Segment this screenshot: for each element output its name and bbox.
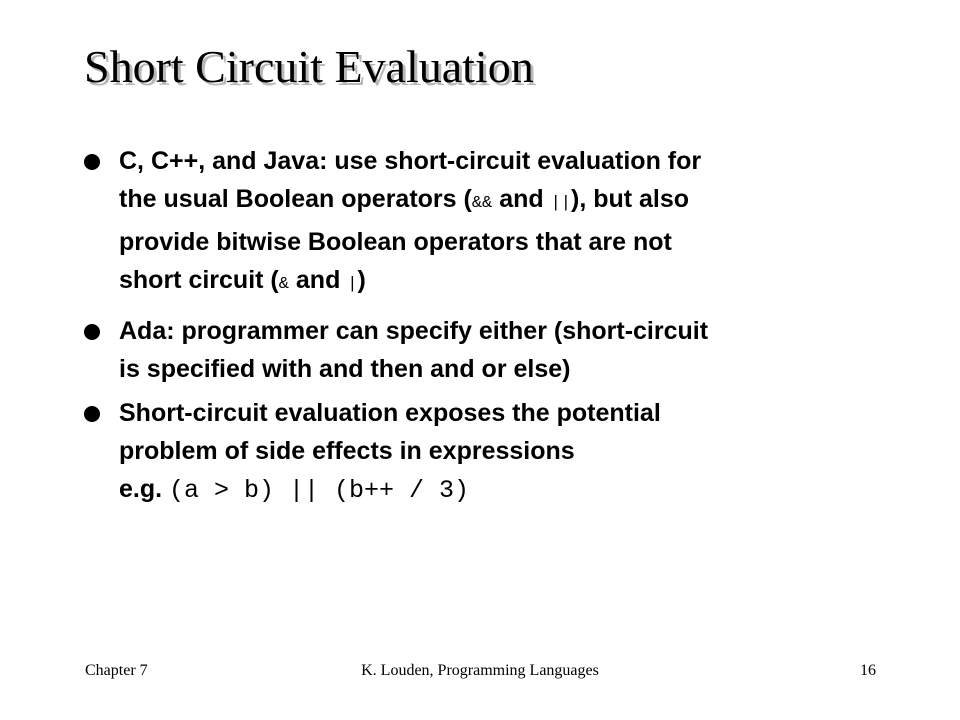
bullet-text: is specified with and then and or else) <box>119 355 571 383</box>
bullet-text: e.g. <box>119 475 170 503</box>
bullet-text: Short-circuit evaluation exposes the potential <box>119 399 661 427</box>
bullet-dot-icon <box>84 154 100 170</box>
bullet-text: ), but also <box>571 185 690 213</box>
footer-page-number: 16 <box>860 662 876 679</box>
bullet-text: short circuit ( <box>119 266 279 294</box>
slide-title: Short Circuit Evaluation <box>84 41 534 92</box>
footer-chapter: Chapter 7 <box>85 662 148 679</box>
bullet-item-short-circuit-languages <box>84 142 904 304</box>
bullet-text: ) <box>357 266 366 294</box>
bullet-item-ada <box>84 312 904 388</box>
bullet-dot-icon <box>84 324 100 340</box>
bullet-text: problem of side effects in expressions <box>119 437 575 465</box>
bullet-text: C, C++, and Java: use short-circuit evaluation for <box>119 147 702 175</box>
code-snippet: | <box>347 275 358 294</box>
bullet-item-side-effects <box>84 394 904 510</box>
code-example: (a > b) || (b++ / 3) <box>169 476 470 505</box>
bullet-text: and <box>288 266 348 294</box>
code-snippet: && <box>471 194 493 213</box>
bullet-text: and <box>492 185 551 213</box>
bullet-text: provide bitwise Boolean operators that are not <box>119 228 672 256</box>
code-snippet: || <box>550 194 571 213</box>
footer-course: K. Louden, Programming Languages <box>361 662 599 679</box>
bullet-list <box>84 142 904 510</box>
code-snippet: & <box>278 275 289 294</box>
bullet-dot-icon <box>84 406 100 422</box>
bullet-text: Ada: programmer can specify either (short-circuit <box>119 317 709 345</box>
bullet-text: the usual Boolean operators ( <box>119 185 472 213</box>
